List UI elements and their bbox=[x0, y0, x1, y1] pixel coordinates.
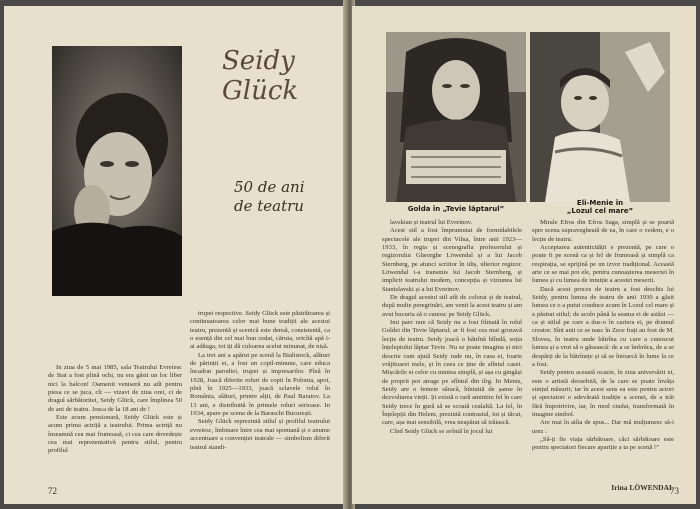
portrait-photo bbox=[52, 46, 182, 296]
paragraph: Mirale Efros din Efros Saga, simplă și se poartă spre scena supravegheată de ea, în care o vedem, e o lecție de teatru. bbox=[532, 219, 674, 243]
caption-line: Eli-Menie în bbox=[576, 199, 624, 207]
author-name: Irina LÖWENDAL bbox=[611, 483, 674, 492]
subtitle-line1: 50 de ani bbox=[234, 178, 305, 196]
article-subtitle bbox=[234, 178, 314, 216]
page-number-right: 73 bbox=[670, 486, 679, 496]
paragraph: trupei respective. Seidy Glück este păstrătoarea și continuatoarea celor mai bune tradiții ale acestui teatru, prezentă și scenică este densă, consistentă, ca o esență din cel mai bun cedat, căruia, oricîtă apă i-ai adăuga, tot iți dă culoarea acelui minunat, de nișă. bbox=[190, 310, 330, 351]
golda-caption: Golda în „Tevie lăptarul” bbox=[407, 205, 505, 213]
paragraph: Acest stil a fost împrumutat de formidabilele spectacole ale trupei din Vilna, între anii 1923—1933, în regia și scenografia profesorului și regizorului Gheorghe Löwendal și a lui Jacob Sternberg, pe atunci scriitor în idiș, ulterior regizor. Löwendal i-a transmis lui Jacob Sternberg, și implicit teatrului modern, concepția și viziunea lui Stanislavski și a lui Evreinov. bbox=[382, 227, 522, 293]
paragraph: Seidy pentru această ocazie, în ziua aniversării ei, este o artistă deosebită, de la care se poate învăța simțul măsurii; iar în acest sens ea este pentru actori și spectatori o adevărată tradiție a scenei, de a trăi fără împotrivire, iar, în mod ciudat, transformată în imagine simbol. bbox=[532, 369, 674, 418]
right-column-1 bbox=[382, 219, 522, 495]
page-number-left: 72 bbox=[48, 486, 57, 496]
paragraph: Acceptarea autenticității e prezentă, pe care o poate fi pe scenă ca și fel de frumoasă și simplă ca respirația, se sprijină pe un izvor tradițional. Această arte ce se mai pot ele, pentru cunoașterea meseriei în lumea și cu lumea de intuiție a acestei meserii. bbox=[532, 244, 674, 285]
title-line2: Glück bbox=[222, 76, 299, 106]
paragraph: Seidy Glück reprezintă stilul și profilul teatrului evreiesc, îmbinare între cea mai spontană și o anume accentuare a convenției teatrale — simbolism diferit teatrul standi- bbox=[190, 418, 330, 451]
paragraph: „Să-ți fie viața sărbătoare, căci sărbătoare este pentru spectatori fiecare apariție a ta pe scenă !” bbox=[532, 435, 674, 452]
paragraph: lavskian și teatrul lui Evreinov. bbox=[390, 219, 473, 226]
author-line bbox=[532, 483, 674, 495]
paragraph: Imi pare rare că Seidy nu a fost filmată în rolul Goldei din Tevie lăptarul; ar fi fost cea mai grozavă lecție de teatru. Seidy joacă o bătrînă blîndă, soția înțeleptului lăptar Tevie. Nu se poate imagina și nici descrie cum ajută Seidy rude nu, în casa ei, foarte vrăjitoarei mele, și în ceea ce ține de sfîntul casei. Mișcările ei celor cu mintea simplă, și așa cu gingăși de proprii pot atrage pe sfîntul din tîrg. In Menis, Seidy are o femeie săracă, bîntuită de șanse în dezvoltarea vieții. Și există o rară amintire fel în care Seidy trece în gură să se scoată cealaltă. La fel, în Înțelepții din Helem, prezintă contrastul, tot și tăcut, care, așa mai sensibilă, vrea neapărat să trăiască. bbox=[382, 319, 522, 427]
title-line1: Seidy bbox=[222, 46, 295, 76]
caption-line: „Lozul cel mare” bbox=[566, 207, 634, 215]
golda-image bbox=[386, 32, 526, 202]
paragraph: Are mai în atîta de spus... Dar mă mulțumesc să-i urez : bbox=[532, 419, 674, 435]
eli-menie-caption bbox=[530, 199, 670, 215]
left-column-2 bbox=[190, 310, 330, 490]
left-page bbox=[4, 6, 346, 504]
eli-menie-photo bbox=[530, 32, 670, 202]
paragraph: La trei ani a apărut pe scenă la Bialistock, alături de părinții ei, a fost un copil-minune, care educa încadrat parodiei, trupei și impresarilor. Pînă în 1928, Joacă diferite roluri de copii în Polonia, apoi, pînă în 1925—1933, joacă sclavele rolul în România, alături, printre alții, de Paul Baratov. La 13 ani, e distribuită în primele roluri serioase. In 1934, apare pe scena de la Baraschi București. bbox=[190, 351, 330, 418]
subtitle-line2: de teatru bbox=[234, 197, 304, 215]
paragraph: Este acum pensionară, Seidy Glück este și acum prima actriță a teatrului. Prima actriță nu înseamnă cea mai frumoasă, ci cea care dovedește cea mai reprezentativă pentru stilul, pentru profilul bbox=[48, 414, 182, 455]
golda-photo bbox=[386, 32, 526, 202]
right-column-2 bbox=[532, 219, 674, 485]
paragraph: De dragul acestui stil atît de colorat și de teatral, după multe peregrinări, am venit la acest teatru și am avut bucuria să o cunosc pe Seidy Glück. bbox=[382, 294, 522, 318]
paragraph: Dacă acest proces de teatru a fost deschis lui Seidy, pentru lumea de teatru de anii 1930 a găsit lumea ce o a putut conduce acum în Lozul cel mare și a păstrat stilul; de acolo până la seama ei de astăzi — ca și stilul pe care a dus-o în cariera ei, pe drumul creator. Sînt anii ce se nasc în Zece frați au fost de M. Slovea, în teatru unde bătrîna cu care a cunoscut lumea și a vrut să o găsească: de a se îmbrăca, de a se despărți de la bătrînețe și să se întoarcă în lume la ce a fost. bbox=[532, 285, 674, 368]
right-page bbox=[352, 6, 696, 504]
paragraph: Cînd Seidy Glück se avîntă în jocul lui bbox=[390, 427, 493, 435]
portrait-image bbox=[52, 46, 182, 296]
paragraph: In ziua de 5 mai 1985, sala Teatrului Evreiesc de Stat a fost plină ochi, nu era găsit un loc liber nici la balcon! Oamenii veniseră nu atît pentru piesa ce se juca, cît — vizavi de ziua orei, ci de dragul sărbătoritei, Seidy Glück, care împlinea 50 de ani de teatru. Josca de la 18 ani de ! bbox=[48, 364, 182, 413]
article-title bbox=[222, 46, 342, 106]
left-column-1 bbox=[48, 364, 182, 490]
eli-menie-image bbox=[530, 32, 670, 202]
